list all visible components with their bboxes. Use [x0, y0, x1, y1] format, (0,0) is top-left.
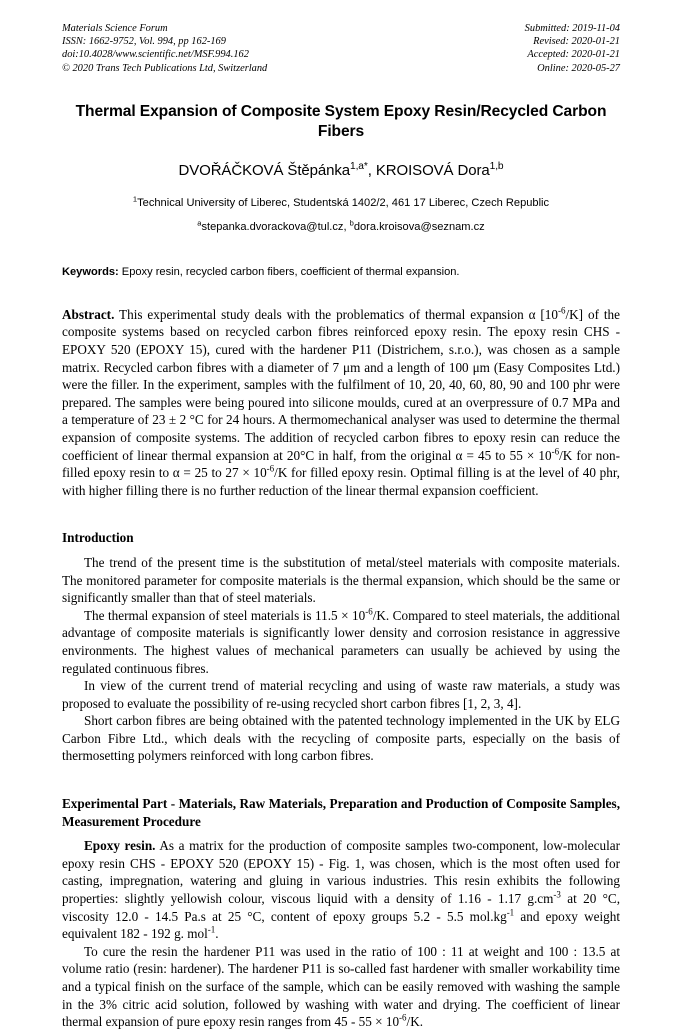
affiliation: [62, 196, 620, 211]
email-marker-a: a: [197, 218, 202, 228]
author-name-1: DVOŘÁČKOVÁ Štěpánka: [178, 161, 351, 179]
epoxy-resin-runin-label: Epoxy resin.: [84, 838, 156, 854]
author-list: [62, 161, 620, 180]
experimental-p1-text-2: at 20 °C, viscosity 12.0 - 14.5 Pa.s at 25 °C, content of epoxy groups 5.2 - 5.5 mol.kg: [62, 891, 621, 924]
keywords-value: Epoxy resin, recycled carbon fibers, coefficient of thermal expansion.: [118, 265, 460, 278]
author-affil-marker-2: 1,b: [489, 160, 504, 172]
date-accepted: Accepted: 2020-01-21: [527, 49, 620, 61]
email-marker-b: b: [349, 218, 354, 228]
abstract-exponent-1: -6: [558, 305, 566, 316]
section-heading-experimental: Experimental Part - Materials, Raw Materials, Preparation and Production of Composite Samples, Measurement Procedure: [62, 796, 620, 829]
abstract-exponent-3: -6: [266, 463, 275, 474]
abstract-text-4: /K for filled epoxy resin. Optimal filling is at the level of 40 phr, with higher filling there is no further reduction of the linear thermal expansion coefficient.: [62, 465, 620, 498]
abstract-text-2: /K] of the composite systems based on recycled carbon fibres reinforced epoxy resin. The epoxy resin CHS - EPOXY 520 (EPOXY 15), cured with the hardener P11 (Districhem, s.r.o.), was chosen as a sample matrix. Recycled carbon fibres with a diameter of 7 μm and a length of 100 μm (Easy Composites Ltd.) were the filler. In the experiment, samples with the fulfilment of 10, 20, 40, 60, 80, 90 and 100 phr were prepared. The samples were being poured into silicone moulds, cured at an overpressure of 0.7 MPa and a temperature of 23 ± 2 °C for 24 hours. A thermomechanical analyser was used to determine the thermal expansion of composite systems. The addition of recycled carbon fibres to epoxy resin can reduce the coefficient of linear thermal expansion at 20°C in half, from the original α = 45 to 55 × 10: [62, 306, 620, 463]
date-submitted: Submitted: 2019-11-04: [524, 23, 620, 34]
intro-p2-exponent: -6: [365, 606, 373, 617]
intro-p2-text-2: /K. Compared to steel materials, the additional advantage of composite materials is significantly lower density and corrosion resistance in aggressive environments. The highest values of mechanical parameters can usually be achieved by using the regulated continuous fibres.: [62, 607, 620, 676]
experimental-p1-text-4: .: [215, 926, 219, 942]
page-title: Thermal Expansion of Composite System Epoxy Resin/Recycled Carbon Fibers: [75, 102, 607, 140]
abstract-exponent-2: -6: [551, 446, 560, 457]
experimental-p2-text-2: /K.: [406, 1014, 424, 1030]
journal-issn: ISSN: 1662-9752, Vol. 994, pp 162-169: [62, 36, 226, 48]
date-revised: Revised: 2020-01-21: [533, 36, 620, 48]
page-content: [62, 22, 620, 1031]
abstract-text-1: This experimental study deals with the problematics of thermal expansion α [10: [114, 306, 558, 322]
email-address-a[interactable]: stepanka.dvorackova@tul.cz,: [201, 220, 350, 233]
intro-paragraph-3: In view of the current trend of material recycling and using of waste raw materials, a study was proposed to evaluate the possibility of re-using recycled short carbon fibres [1, 2, 3, 4].: [62, 678, 620, 711]
date-online: Online: 2020-05-27: [537, 62, 620, 74]
abstract-label: Abstract.: [62, 306, 115, 322]
running-header: [62, 22, 620, 75]
journal-doi: doi:10.4028/www.scientific.net/MSF.994.162: [62, 49, 249, 61]
section-heading-introduction: Introduction: [62, 530, 134, 546]
journal-info-block: [62, 22, 267, 75]
experimental-paragraph-1: [62, 837, 620, 943]
experimental-p1-text-3: and epoxy weight equivalent 182 - 192 g. mol: [62, 908, 620, 942]
experimental-p1-text-1: As a matrix for the production of composite samples two-component, low-molecular epoxy resin CHS - EPOXY 520 (EPOXY 15) - Fig. 1, was chosen, which is the most often used for casting, impregnation, watering and gluing in various industries. This resin exhibits the following properties: slightly yellowish colour, viscous liquid with a density of 1.16 - 1.17 g.cm: [62, 838, 620, 907]
author-name-2: KROISOVÁ Dora: [375, 161, 490, 179]
abstract-text-3: /K for non-filled epoxy resin to α = 25 to 27 × 10: [62, 447, 620, 481]
intro-paragraph-4: Short carbon fibres are being obtained with the patented technology implemented in the UK by ELG Carbon Fibre Ltd., which deals with the recycling of composite parts, especially on the basis of thermosetting polymers reinforced with long carbon fibres.: [62, 713, 620, 764]
experimental-p1-exponent-2: -1: [506, 907, 515, 918]
experimental-p1-exponent-1: -3: [553, 889, 561, 900]
abstract-paragraph: [62, 306, 620, 500]
intro-paragraph-2: [62, 607, 620, 677]
experimental-p1-exponent-3: -1: [207, 924, 216, 935]
publication-dates-block: [525, 22, 620, 75]
author-emails: [62, 220, 620, 235]
author-separator: ,: [367, 161, 376, 179]
email-address-b[interactable]: dora.kroisova@seznam.cz: [353, 220, 485, 233]
journal-copyright: © 2020 Trans Tech Publications Ltd, Switzerland: [62, 62, 268, 74]
experimental-p2-text-1: To cure the resin the hardener P11 was used in the ratio of 100 : 11 at weight and 100 : 13.5 at volume ratio (resin: hardener). The hardener P11 is so-called fast hardener with smaller workability time and a typical finish on the surface of the sample, which can be easily removed with washing the sample in the 3% citric acid solution, followed by washing with water and drying. The coefficient of linear thermal expansion of pure epoxy resin ranges from 45 - 55 × 10: [62, 943, 620, 1030]
author-affil-marker-1: 1,a*: [350, 160, 368, 172]
experimental-p2-exponent: -6: [399, 1012, 407, 1023]
affiliation-text: Technical University of Liberec, Studentská 1402/2, 461 17 Liberec, Czech Republic: [137, 196, 550, 209]
journal-name: Materials Science Forum: [62, 23, 168, 34]
intro-paragraph-1: The trend of the present time is the substitution of metal/steel materials with composite materials. The monitored parameter for composite materials is the thermal expansion, which should be the same or significantly smaller than that of steel materials.: [62, 554, 620, 606]
experimental-paragraph-2: [62, 943, 620, 1031]
keywords-line: [62, 265, 620, 280]
affiliation-marker: 1: [132, 194, 138, 204]
intro-p2-text-1: The thermal expansion of steel materials is 11.5 × 10: [84, 607, 366, 623]
keywords-label: Keywords:: [62, 265, 119, 278]
